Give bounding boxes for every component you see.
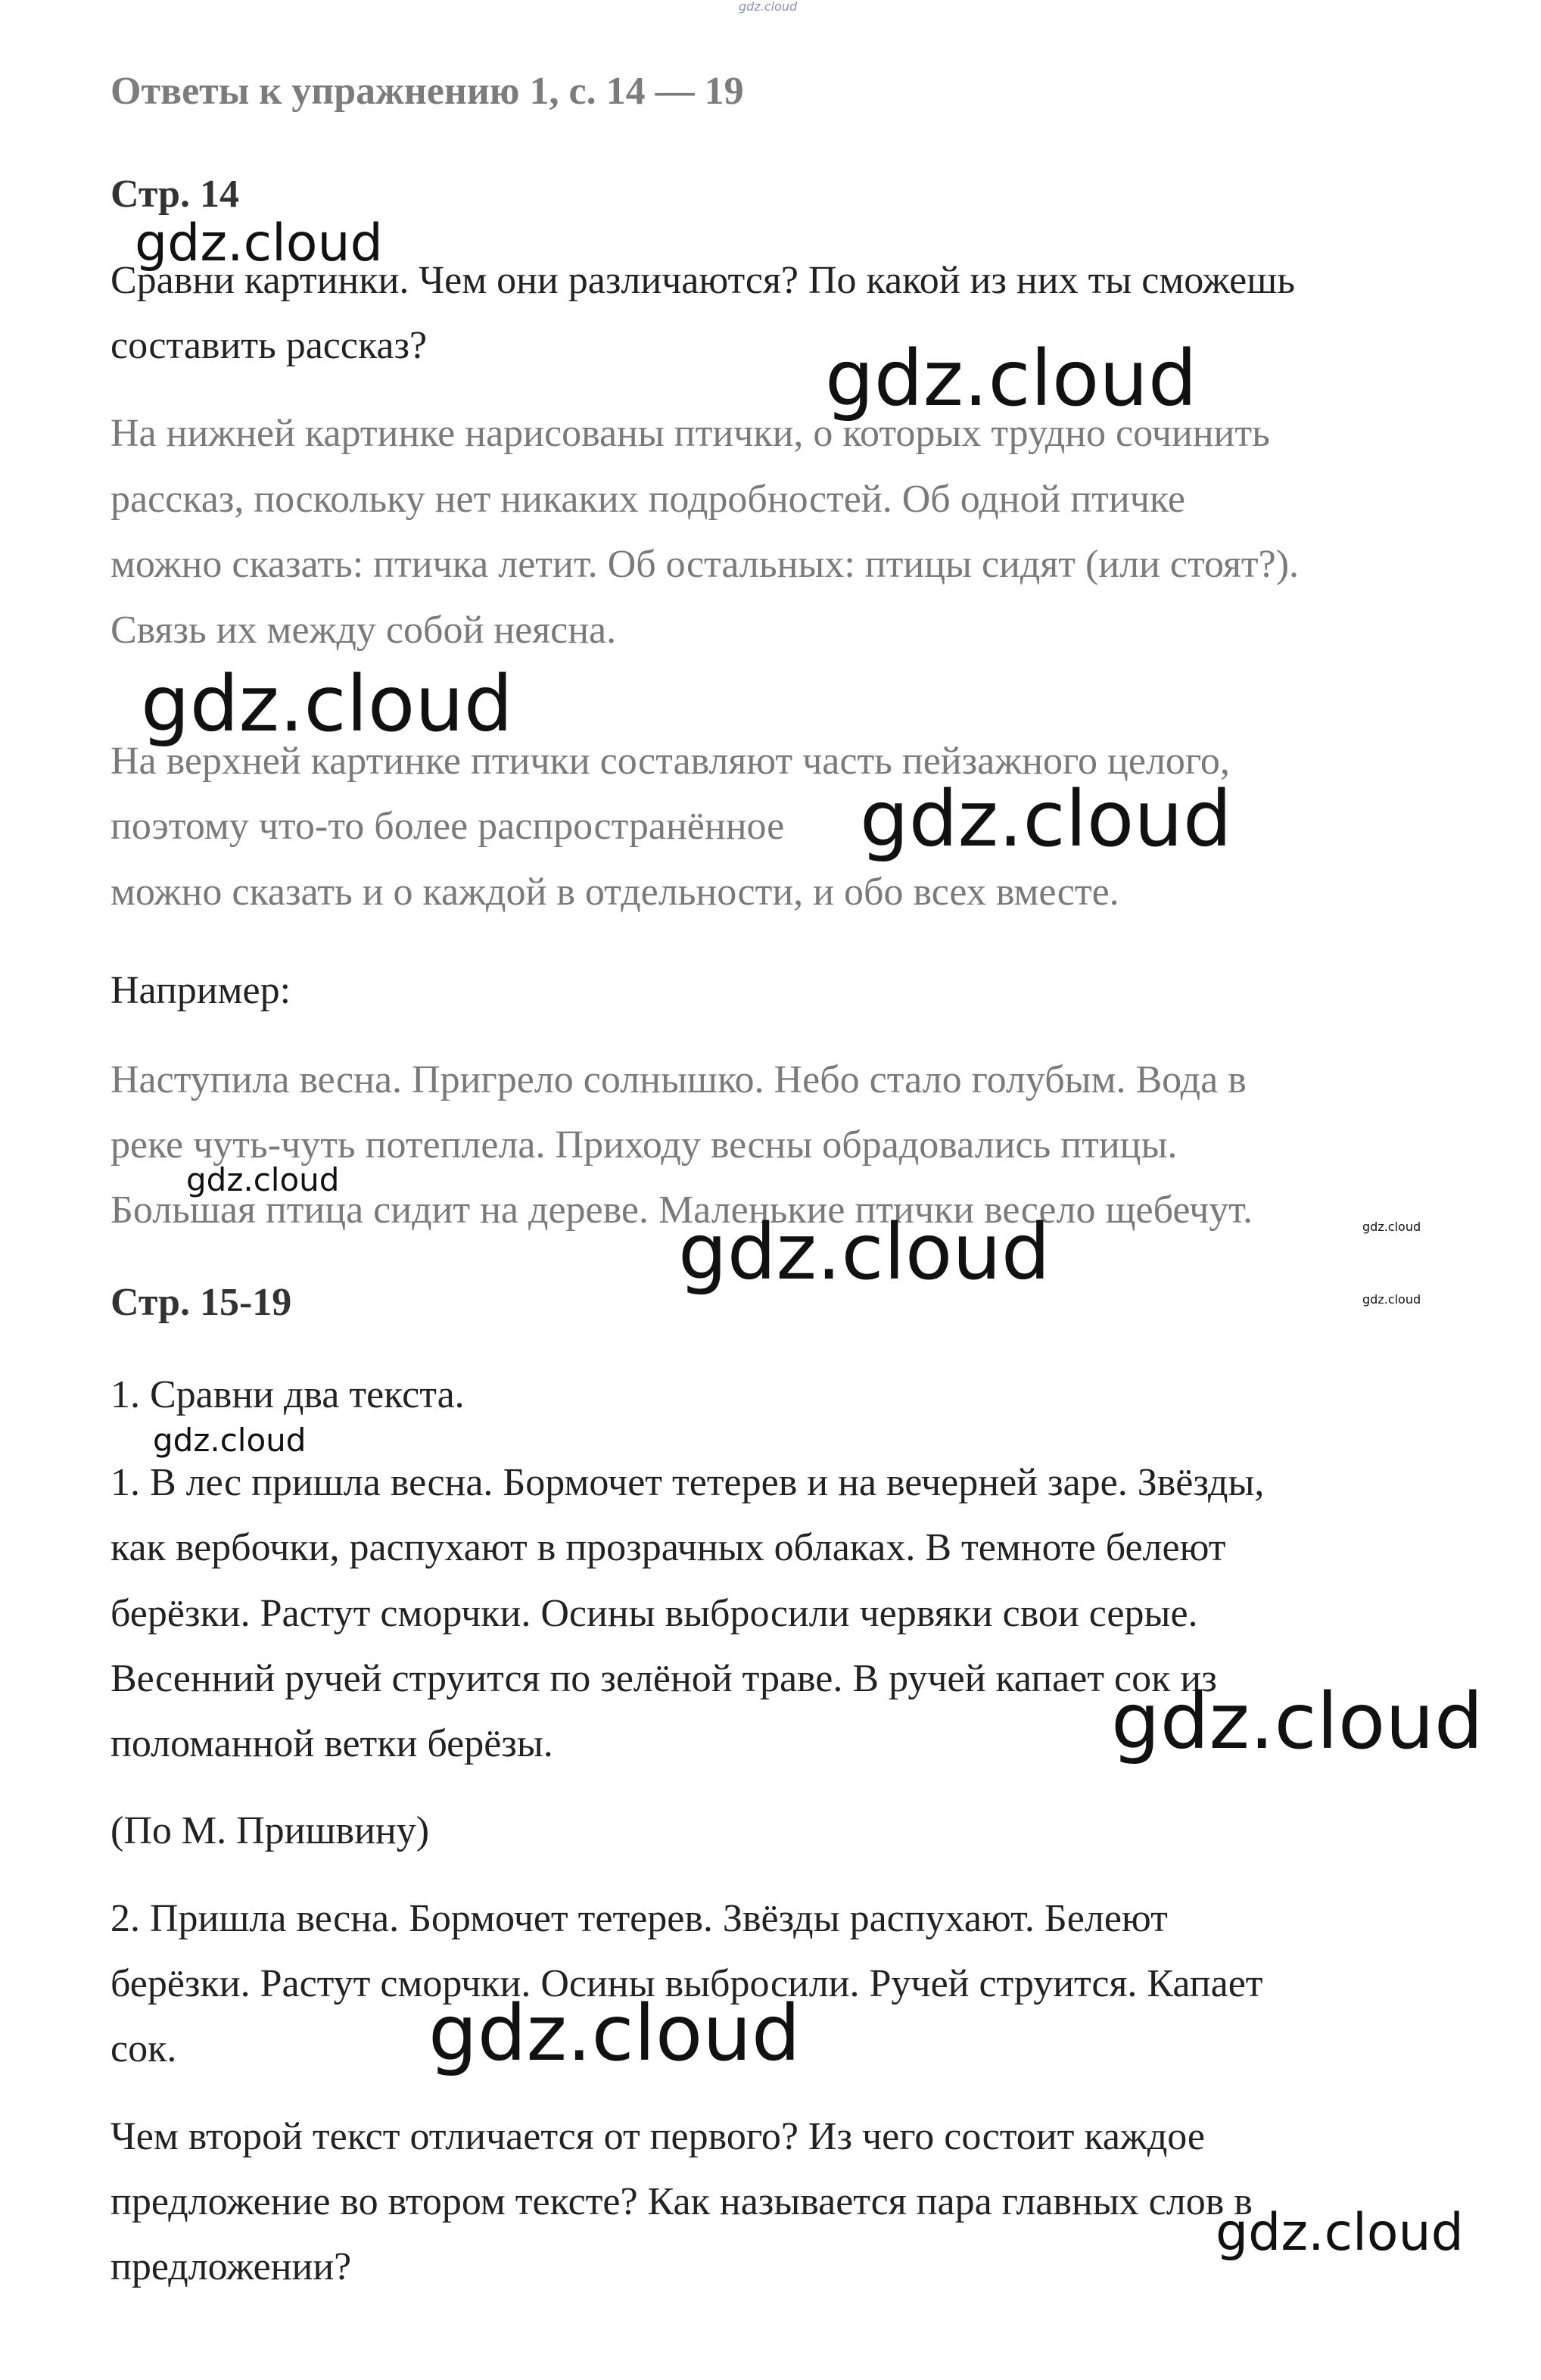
watermark-top: gdz.cloud bbox=[739, 0, 798, 14]
watermark: gdz.cloud bbox=[1111, 1677, 1483, 1767]
watermark: gdz.cloud bbox=[428, 1989, 801, 2079]
watermark: gdz.cloud bbox=[153, 1422, 307, 1459]
watermark: gdz.cloud bbox=[1362, 1220, 1421, 1234]
watermark: gdz.cloud bbox=[678, 1207, 1051, 1297]
question-line: предложении? bbox=[111, 2245, 352, 2288]
page-title: Ответы к упражнению 1, с. 14 — 19 bbox=[111, 70, 744, 113]
watermark: gdz.cloud bbox=[825, 334, 1197, 424]
text2-line: сок. bbox=[111, 2027, 177, 2070]
text1-line: поломанной ветки берёзы. bbox=[111, 1722, 553, 1765]
watermark: gdz.cloud bbox=[860, 774, 1232, 864]
question-line: предложение во втором тексте? Как называется пара главных слов в bbox=[111, 2180, 1253, 2223]
answer-line: можно сказать и о каждой в отдельности, и обо всех вместе. bbox=[111, 871, 1119, 914]
text1-line: 1. В лес пришла весна. Бормочет тетерев и на вечерней заре. Звёзды, bbox=[111, 1461, 1265, 1504]
example-line: Большая птица сидит на дереве. Маленькие птички весело щебечут. bbox=[111, 1188, 1253, 1232]
example-line: реке чуть-чуть потеплела. Приходу весны обрадовались птицы. bbox=[111, 1123, 1178, 1167]
example-label: Например: bbox=[111, 969, 291, 1012]
answer-line: На верхней картинке птички составляют часть пейзажного целого, bbox=[111, 740, 1230, 783]
watermark: gdz.cloud bbox=[1362, 1292, 1421, 1307]
text2-line: 2. Пришла весна. Бормочет тетерев. Звёзды распухают. Белеют bbox=[111, 1897, 1168, 1940]
question-line: составить рассказ? bbox=[111, 324, 428, 367]
answer-line: можно сказать: птичка летит. Об остальных: птицы сидят (или стоят?). bbox=[111, 543, 1300, 586]
section-heading-page-15-19: Стр. 15-19 bbox=[111, 1281, 292, 1324]
example-line: Наступила весна. Пригрело солнышко. Небо стало голубым. Вода в bbox=[111, 1058, 1247, 1101]
watermark: gdz.cloud bbox=[135, 213, 383, 273]
attribution: (По М. Пришвину) bbox=[111, 1809, 430, 1852]
task-line: 1. Сравни два текста. bbox=[111, 1373, 465, 1416]
watermark: gdz.cloud bbox=[186, 1161, 340, 1198]
text1-line: Весенний ручей струится по зелёной траве. В ручей капает сок из bbox=[111, 1657, 1217, 1700]
answer-line: поэтому что-то более распространённое bbox=[111, 805, 785, 848]
answer-line: Связь их между собой неясна. bbox=[111, 609, 617, 652]
watermark: gdz.cloud bbox=[141, 659, 513, 749]
question-line: Сравни картинки. Чем они различаются? По какой из них ты сможешь bbox=[111, 259, 1296, 302]
text2-line: берёзки. Растут сморчки. Осины выбросили. Ручей струится. Капает bbox=[111, 1962, 1263, 2005]
answer-line: На нижней картинке нарисованы птички, о которых трудно сочинить bbox=[111, 412, 1270, 455]
text1-line: берёзки. Растут сморчки. Осины выбросили червяки свои серые. bbox=[111, 1592, 1198, 1635]
section-heading-page-14: Стр. 14 bbox=[111, 173, 239, 216]
watermark: gdz.cloud bbox=[1216, 2203, 1464, 2263]
text1-line: как вербочки, распухают в прозрачных облаках. В темноте белеют bbox=[111, 1526, 1226, 1569]
answer-line: рассказ, поскольку нет никаких подробностей. Об одной птичке bbox=[111, 478, 1185, 521]
question-line: Чем второй текст отличается от первого? Из чего состоит каждое bbox=[111, 2115, 1205, 2158]
